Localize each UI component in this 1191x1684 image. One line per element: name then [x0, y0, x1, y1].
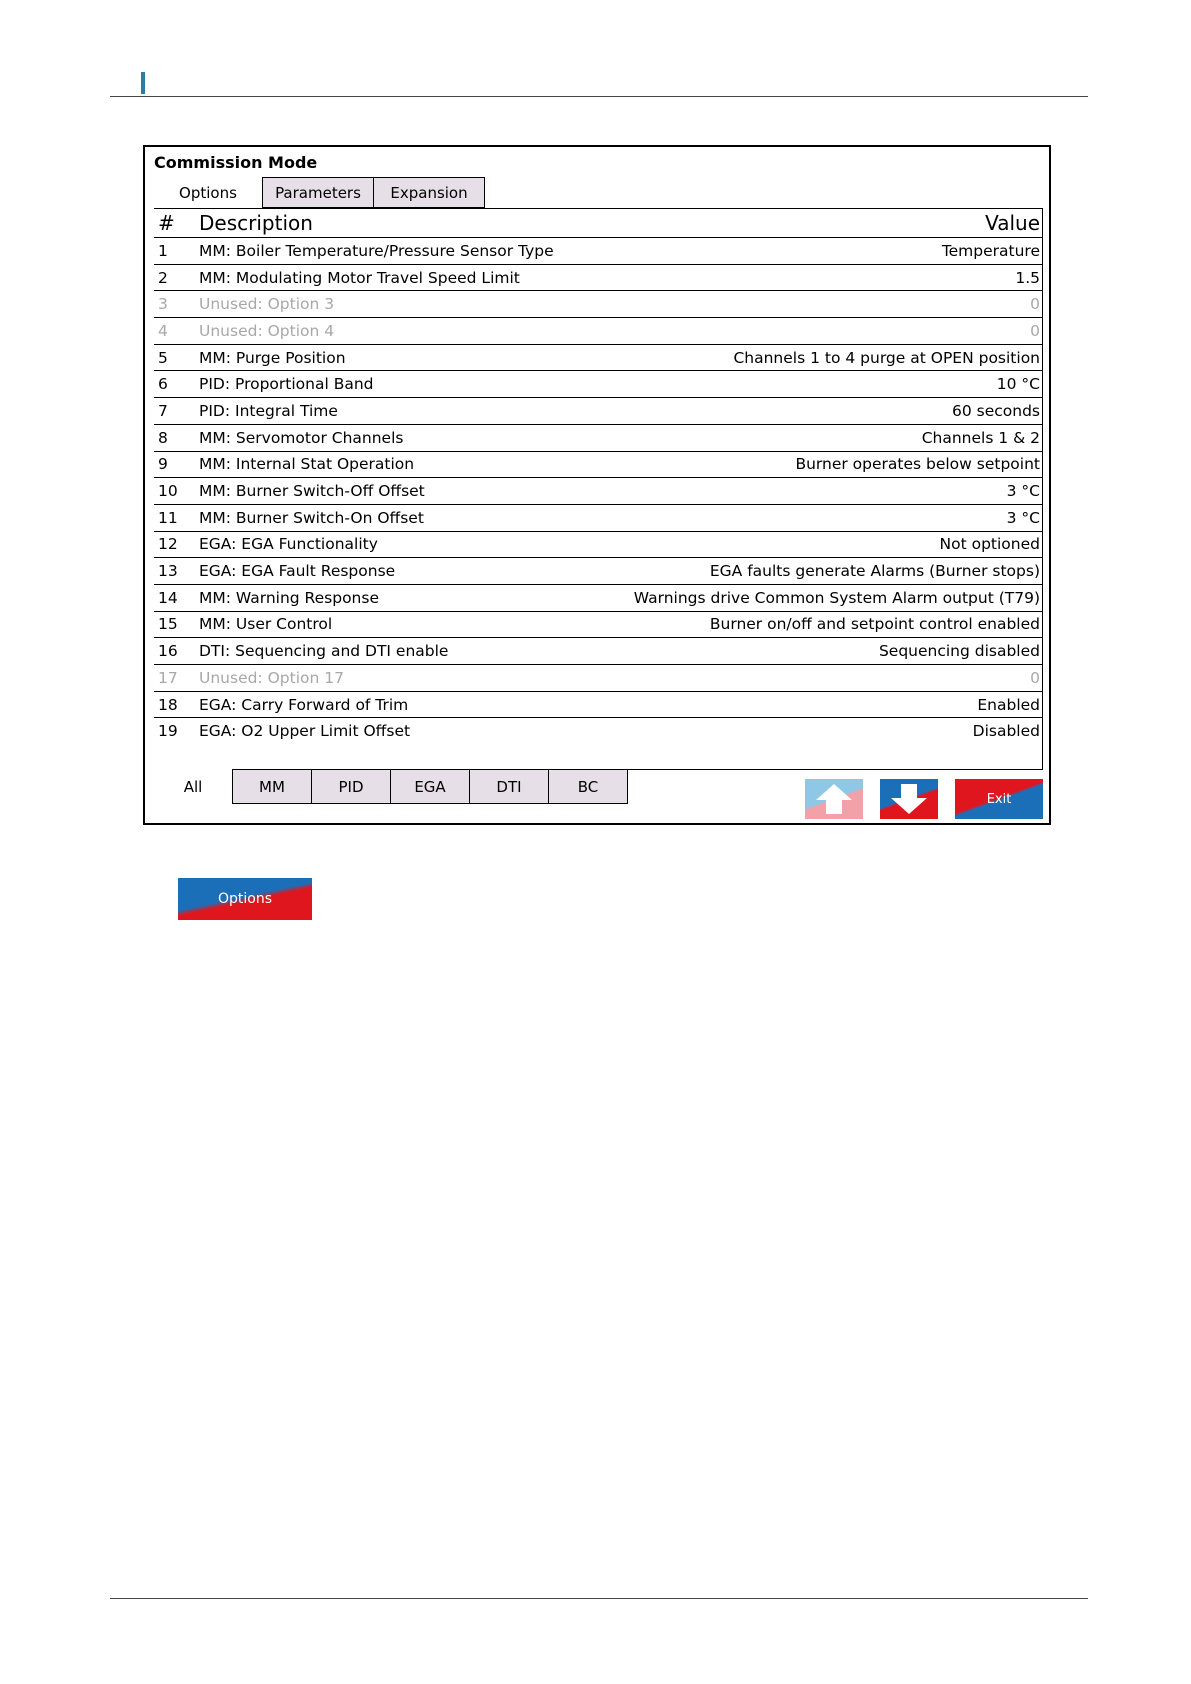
row-number: 8	[158, 428, 168, 447]
row-value: 0	[1030, 668, 1040, 687]
row-description: Unused: Option 17	[199, 668, 344, 687]
filter-ega[interactable]: EGA	[390, 769, 470, 804]
row-description: MM: Burner Switch-Off Offset	[199, 482, 425, 501]
commission-mode-screen	[143, 145, 1051, 825]
exit-button[interactable]: Exit	[955, 779, 1043, 819]
row-value: Not optioned	[939, 535, 1040, 554]
row-description: MM: Boiler Temperature/Pressure Sensor Type	[199, 241, 554, 260]
row-value: EGA faults generate Alarms (Burner stops)	[709, 562, 1040, 581]
row-number: 17	[158, 668, 178, 687]
column-header-description: Description	[199, 211, 313, 235]
row-description: MM: Servomotor Channels	[199, 428, 404, 447]
row-number: 1	[158, 241, 168, 260]
table-row[interactable]	[154, 264, 1043, 291]
row-description: PID: Proportional Band	[199, 375, 374, 394]
row-value: Enabled	[977, 695, 1040, 714]
row-description: Unused: Option 4	[199, 321, 335, 340]
header-accent-mark	[141, 72, 145, 94]
row-value: Burner operates below setpoint	[795, 455, 1040, 474]
row-value: 3 °C	[1006, 482, 1040, 501]
row-number: 2	[158, 268, 168, 287]
row-description: EGA: Carry Forward of Trim	[199, 695, 409, 714]
footer-rule	[110, 1598, 1088, 1599]
table-empty-row	[154, 744, 1043, 770]
row-description: MM: User Control	[199, 615, 333, 634]
row-number: 19	[158, 722, 178, 741]
table-row[interactable]	[154, 557, 1043, 584]
tab-expansion[interactable]: Expansion	[373, 177, 485, 208]
row-number: 3	[158, 295, 168, 314]
row-number: 16	[158, 642, 178, 661]
row-number: 4	[158, 321, 168, 340]
column-header-number: #	[158, 211, 175, 235]
row-value: 60 seconds	[951, 401, 1040, 420]
options-table	[154, 208, 1043, 770]
table-row[interactable]	[154, 290, 1043, 317]
row-number: 18	[158, 695, 178, 714]
row-description: EGA: EGA Functionality	[199, 535, 378, 554]
row-description: DTI: Sequencing and DTI enable	[199, 642, 449, 661]
table-row[interactable]	[154, 584, 1043, 611]
table-row[interactable]	[154, 637, 1043, 664]
table-row[interactable]	[154, 370, 1043, 397]
scroll-up-button[interactable]	[805, 779, 863, 819]
tab-options[interactable]: Options	[153, 177, 263, 208]
row-description: EGA: O2 Upper Limit Offset	[199, 722, 411, 741]
row-description: MM: Burner Switch-On Offset	[199, 508, 424, 527]
arrow-up-icon	[814, 782, 854, 816]
row-number: 12	[158, 535, 178, 554]
row-description: PID: Integral Time	[199, 401, 338, 420]
row-number: 10	[158, 482, 178, 501]
row-value: Channels 1 & 2	[921, 428, 1040, 447]
options-button[interactable]: Options	[178, 878, 312, 920]
arrow-down-icon	[889, 782, 929, 816]
row-value: Temperature	[941, 241, 1040, 260]
table-row[interactable]	[154, 504, 1043, 531]
row-description: MM: Warning Response	[199, 588, 379, 607]
table-header	[154, 208, 1043, 237]
row-value: Sequencing disabled	[878, 642, 1040, 661]
column-header-value: Value	[985, 211, 1040, 235]
scroll-down-button[interactable]	[880, 779, 938, 819]
header-rule	[110, 96, 1088, 97]
table-row[interactable]	[154, 424, 1043, 451]
row-number: 14	[158, 588, 178, 607]
table-row[interactable]	[154, 611, 1043, 638]
filter-dti[interactable]: DTI	[469, 769, 549, 804]
row-description: MM: Purge Position	[199, 348, 346, 367]
row-value: 10 °C	[996, 375, 1040, 394]
table-row[interactable]	[154, 531, 1043, 558]
row-value: Warnings drive Common System Alarm output (T79)	[633, 588, 1040, 607]
row-value: Channels 1 to 4 purge at OPEN position	[733, 348, 1040, 367]
table-row[interactable]	[154, 477, 1043, 504]
row-value: 1.5	[1015, 268, 1040, 287]
row-description: MM: Modulating Motor Travel Speed Limit	[199, 268, 520, 287]
row-value: Disabled	[972, 722, 1040, 741]
row-number: 11	[158, 508, 178, 527]
table-row[interactable]	[154, 717, 1043, 744]
table-row[interactable]	[154, 237, 1043, 264]
row-value: 0	[1030, 321, 1040, 340]
screen-title: Commission Mode	[154, 153, 318, 172]
row-number: 13	[158, 562, 178, 581]
row-number: 7	[158, 401, 168, 420]
filter-bc[interactable]: BC	[548, 769, 628, 804]
table-row[interactable]	[154, 397, 1043, 424]
table-row[interactable]	[154, 317, 1043, 344]
row-description: MM: Internal Stat Operation	[199, 455, 415, 474]
row-value: Burner on/off and setpoint control enabled	[709, 615, 1040, 634]
filter-mm[interactable]: MM	[232, 769, 312, 804]
row-number: 6	[158, 375, 168, 394]
row-description: Unused: Option 3	[199, 295, 335, 314]
tab-parameters[interactable]: Parameters	[262, 177, 374, 208]
filter-all[interactable]: All	[153, 769, 233, 804]
row-value: 3 °C	[1006, 508, 1040, 527]
row-number: 5	[158, 348, 168, 367]
table-row[interactable]	[154, 664, 1043, 691]
table-row[interactable]	[154, 451, 1043, 478]
row-number: 15	[158, 615, 178, 634]
category-filters	[154, 769, 628, 804]
row-value: 0	[1030, 295, 1040, 314]
filter-pid[interactable]: PID	[311, 769, 391, 804]
row-description: EGA: EGA Fault Response	[199, 562, 396, 581]
table-row[interactable]	[154, 691, 1043, 718]
table-row[interactable]	[154, 344, 1043, 371]
row-number: 9	[158, 455, 168, 474]
mode-tabs	[154, 177, 485, 208]
